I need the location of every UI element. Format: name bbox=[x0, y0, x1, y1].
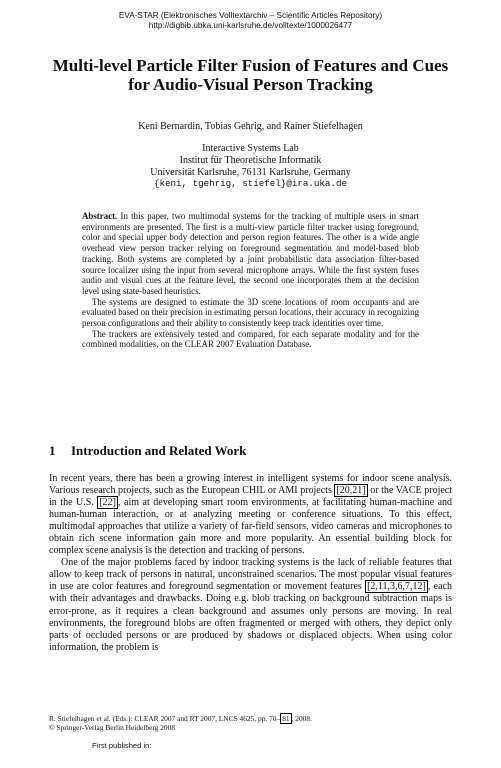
section-heading bbox=[49, 443, 246, 458]
paper-title: Multi-level Particle Filter Fusion of Features and Cues for Audio-Visual Person Tracking bbox=[52, 56, 449, 94]
citation-link[interactable]: [22] bbox=[99, 497, 117, 509]
affiliation-institute: Institut für Theoretische Informatik bbox=[179, 154, 322, 166]
copyright-footer bbox=[49, 714, 452, 732]
abstract-paragraph-1: Abstract. In this paper, two multimodal systems for the tracking of multiple users in smart environments are presented. The first is a multi-view particle filter tracker using foreground, color and special upper body detection and person region features. The other is a wide angle overhead view person tracker relying on foreground segmentation and model-based blob tracking. Both systems are completed by a joint probabilistic data association filter-based source localizer using the input from several microphone arrays. While the first system fuses audio and visual cues at the feature level, the second one incorporates them at the decision level using state-based heuristics. bbox=[82, 211, 420, 296]
body-paragraph-2: One of the major problems faced by indoor tracking systems is the lack of reliable features that allow to keep track of persons in natural, unconstrained scenarios. The most popular visual features in use are color features and foreground segmentation or movement features [2,11,3,6,7,12] , each with their advantages and drawbacks. Doing e.g. blob tracking on background subtraction maps is error-prone, as it requires a clean background and assumes only persons are moving. In real environments, the foreground blobs are often fragmented or merged with others, they depict only parts of occluded persons or are produced by shadows or displaced objects. When using color information, the problem is bbox=[49, 557, 452, 653]
citation-link[interactable]: [20,21] bbox=[336, 485, 366, 497]
affiliation-university: Universität Karlsruhe, 76131 Karlsruhe, Germany bbox=[150, 166, 351, 178]
section-title: Introduction and Related Work bbox=[71, 443, 247, 458]
copyright-line: © Springer-Verlag Berlin Heidelberg 2008 bbox=[49, 723, 176, 732]
repository-url[interactable]: http://digbib.ubka.uni-karlsruhe.de/volltexte/1000026477 bbox=[148, 21, 353, 30]
authors: Keni Bernardin, Tobias Gehrig, and Rainer Stiefelhagen bbox=[138, 121, 363, 132]
abstract-paragraph-3: The trackers are extensively tested and compared, for each separate modality and for the combined modalities, on the CLEAR 2007 Evaluation Database. bbox=[82, 328, 419, 350]
citation-link[interactable]: [2,11,3,6,7,12] bbox=[367, 581, 426, 593]
author-emails: {keni, tgehrig, stiefel}@ira.uka.de bbox=[154, 178, 347, 190]
body-paragraph-1: In recent years, there has been a growing interest in intelligent systems for indoor scene analysis. Various research projects, such as the European CHIL or AMI projects [20,21] or the VACE project in the U.S. [22] , aim at developing smart room environments, at facilitating human-machine and human-human interaction, or at analyzing meeting or conference situations. To this effect, multimodal approaches that utilize a variety of far-field sensors, video cameras and microphones to obtain rich scene information gain more and more popularity. An essential building block for complex scene analysis is the detection and tracking of persons. bbox=[49, 473, 453, 557]
repository-name: EVA-STAR (Elektronisches Volltextarchiv – Scientific Articles Repository) bbox=[118, 11, 383, 20]
affiliation bbox=[0, 143, 501, 190]
affiliation-lab: Interactive Systems Lab bbox=[202, 143, 299, 154]
abstract-label: Abstract. bbox=[82, 211, 118, 221]
section-number: 1 bbox=[49, 443, 56, 458]
page-link[interactable]: 81 bbox=[282, 714, 290, 723]
repository-header bbox=[0, 11, 501, 31]
abstract-paragraph-2: The systems are designed to estimate the 3D scene locations of room occupants and are evaluated based on their precision in estimating person locations, their accuracy in recognizing person configurations and their ability to consistently keep track identities over time. bbox=[82, 296, 419, 329]
abstract bbox=[82, 211, 419, 350]
proceedings-info: R. Stiefelhagen et al. (Eds.): CLEAR 2007 and RT 2007, LNCS 4625, pp. 70– 81 , 2008. bbox=[49, 714, 312, 723]
first-published-label: First published in: bbox=[92, 741, 152, 750]
section-body bbox=[49, 473, 452, 654]
